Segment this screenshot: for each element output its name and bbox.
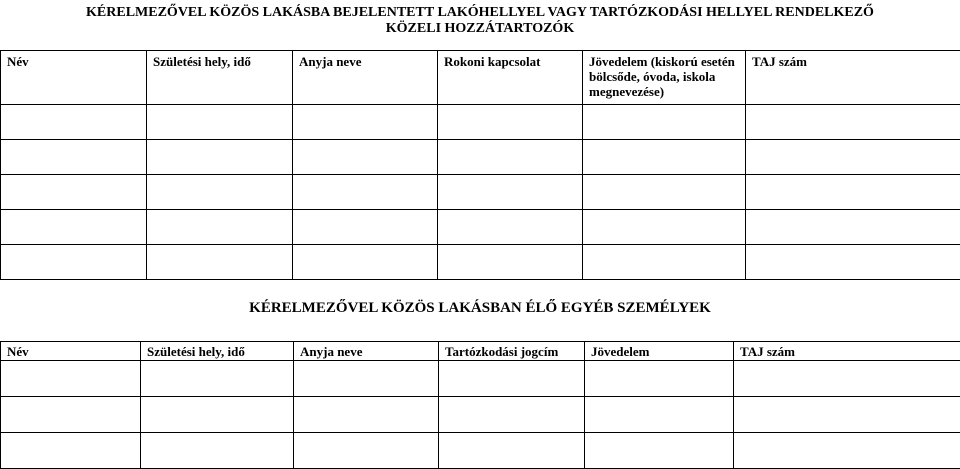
other-header-taj: TAJ szám [734, 342, 960, 361]
table-cell[interactable] [583, 105, 746, 140]
table-row [1, 245, 960, 280]
relatives-header-taj: TAJ szám [746, 51, 960, 105]
table-cell[interactable] [734, 361, 960, 397]
table-cell[interactable] [439, 397, 585, 433]
table-cell[interactable] [583, 175, 746, 210]
table-cell[interactable] [147, 175, 293, 210]
table-cell[interactable] [438, 175, 583, 210]
table-cell[interactable] [293, 175, 438, 210]
table-cell[interactable] [141, 397, 294, 433]
relatives-header-income: Jövedelem (kiskorú esetén bölcsőde, óvoda, iskola megnevezése) [583, 51, 746, 105]
section1-title-line1: KÉRELMEZŐVEL KÖZÖS LAKÁSBA BEJELENTETT LAKÓHELLYEL VAGY TARTÓZKODÁSI HELLYEL RENDELKEZŐ [0, 5, 960, 21]
table-cell[interactable] [1, 397, 141, 433]
other-header-name: Név [1, 342, 141, 361]
table-cell[interactable] [141, 433, 294, 469]
table-cell[interactable] [1, 210, 147, 245]
section1-title-line2: KÖZELI HOZZÁTARTOZÓK [0, 21, 960, 37]
table-cell[interactable] [585, 397, 734, 433]
table-cell[interactable] [1, 433, 141, 469]
table-cell[interactable] [147, 140, 293, 175]
table-cell[interactable] [746, 245, 960, 280]
table-cell[interactable] [293, 140, 438, 175]
table-row [1, 140, 960, 175]
relatives-header-relation: Rokoni kapcsolat [438, 51, 583, 105]
table-cell[interactable] [147, 105, 293, 140]
relatives-header-name: Név [1, 51, 147, 105]
other-header-income: Jövedelem [585, 342, 734, 361]
table-cell[interactable] [585, 433, 734, 469]
table-cell[interactable] [147, 210, 293, 245]
table-row [1, 175, 960, 210]
table-cell[interactable] [1, 140, 147, 175]
table-cell[interactable] [439, 433, 585, 469]
table-cell[interactable] [746, 105, 960, 140]
table-cell[interactable] [1, 105, 147, 140]
other-header-residence-title: Tartózkodási jogcím [439, 342, 585, 361]
table-cell[interactable] [438, 210, 583, 245]
table-cell[interactable] [746, 140, 960, 175]
table-cell[interactable] [293, 210, 438, 245]
table-cell[interactable] [141, 361, 294, 397]
table-cell[interactable] [746, 210, 960, 245]
table-cell[interactable] [1, 361, 141, 397]
relatives-header-mother: Anyja neve [293, 51, 438, 105]
table-cell[interactable] [583, 245, 746, 280]
table-cell[interactable] [734, 433, 960, 469]
table-cell[interactable] [1, 245, 147, 280]
other-persons-header-row [1, 342, 960, 361]
table-cell[interactable] [294, 433, 439, 469]
relatives-table [0, 50, 960, 280]
table-cell[interactable] [438, 140, 583, 175]
table-cell[interactable] [583, 140, 746, 175]
table-cell[interactable] [294, 397, 439, 433]
table-cell[interactable] [585, 361, 734, 397]
table-row [1, 361, 960, 397]
table-cell[interactable] [294, 361, 439, 397]
table-cell[interactable] [439, 361, 585, 397]
table-cell[interactable] [583, 210, 746, 245]
table-cell[interactable] [438, 245, 583, 280]
table-cell[interactable] [293, 245, 438, 280]
section2-title: KÉRELMEZŐVEL KÖZÖS LAKÁSBAN ÉLŐ EGYÉB SZEMÉLYEK [0, 300, 960, 316]
table-cell[interactable] [746, 175, 960, 210]
section1-title [0, 5, 960, 37]
table-row [1, 433, 960, 469]
table-row [1, 105, 960, 140]
relatives-header-birth: Születési hely, idő [147, 51, 293, 105]
table-cell[interactable] [438, 105, 583, 140]
table-cell[interactable] [293, 105, 438, 140]
table-row [1, 397, 960, 433]
table-cell[interactable] [734, 397, 960, 433]
table-cell[interactable] [147, 245, 293, 280]
table-cell[interactable] [1, 175, 147, 210]
other-header-mother: Anyja neve [294, 342, 439, 361]
table-row [1, 210, 960, 245]
other-persons-table [0, 341, 960, 469]
relatives-header-row [1, 51, 960, 105]
other-header-birth: Születési hely, idő [141, 342, 294, 361]
